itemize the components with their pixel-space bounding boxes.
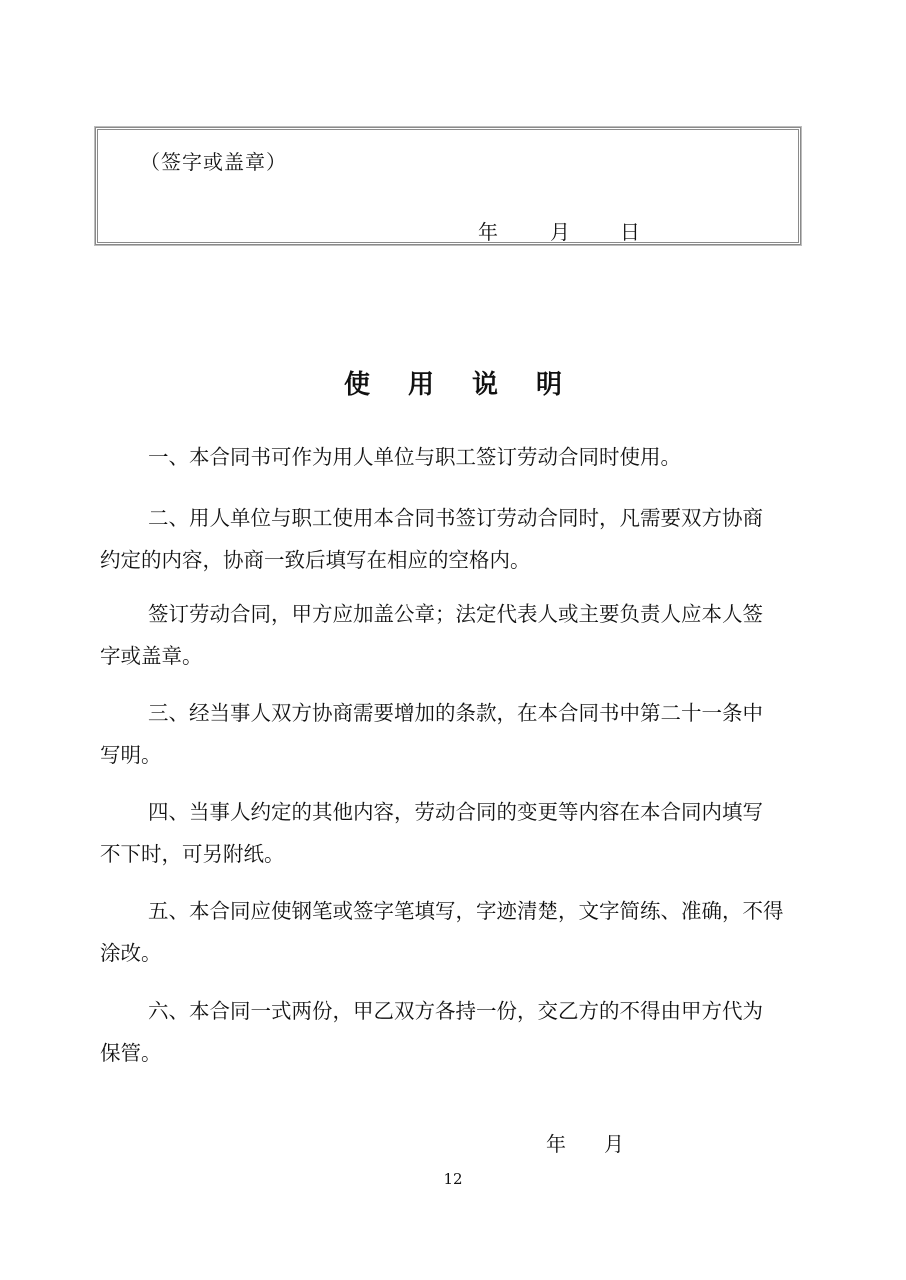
instruction-paragraph-5: 四、当事人约定的其他内容，劳动合同的变更等内容在本合同内填写 不下时，可另附纸。	[100, 800, 763, 866]
instruction-paragraph-1: 一、本合同书可作为用人单位与职工签订劳动合同时使用。	[148, 445, 681, 469]
bottom-year-label: 年	[546, 1132, 566, 1156]
signature-year-label: 年	[478, 220, 498, 244]
signature-label: （签字或盖章）	[140, 150, 287, 174]
instruction-paragraph-4: 三、经当事人双方协商需要增加的条款，在本合同书中第二十一条中 写明。	[100, 701, 763, 767]
signature-month-label: 月	[550, 220, 570, 244]
instruction-paragraph-6: 五、本合同应使钢笔或签字笔填写，字迹清楚，文字简练、准确，不得 涂改。	[100, 899, 784, 965]
bottom-month-label: 月	[604, 1132, 624, 1156]
instruction-paragraph-2	[100, 497, 810, 581]
instruction-paragraph-7: 六、本合同一式两份，甲乙双方各持一份，交乙方的不得由甲方代为 保管。	[100, 999, 763, 1065]
instruction-paragraph-3: 签订劳动合同，甲方应加盖公章；法定代表人或主要负责人应本人签 字或盖章。	[100, 602, 763, 668]
signature-box	[95, 127, 801, 245]
instructions-title: 使用说明	[343, 370, 600, 400]
instruction-paragraph-2-text: 二、用人单位与职工使用本合同书签订劳动合同时，凡需要双方协商 约定的内容，协商一致后填写在相应的空格内。	[100, 506, 763, 572]
signature-day-label: 日	[620, 220, 640, 244]
page-number: 12	[443, 1170, 463, 1188]
